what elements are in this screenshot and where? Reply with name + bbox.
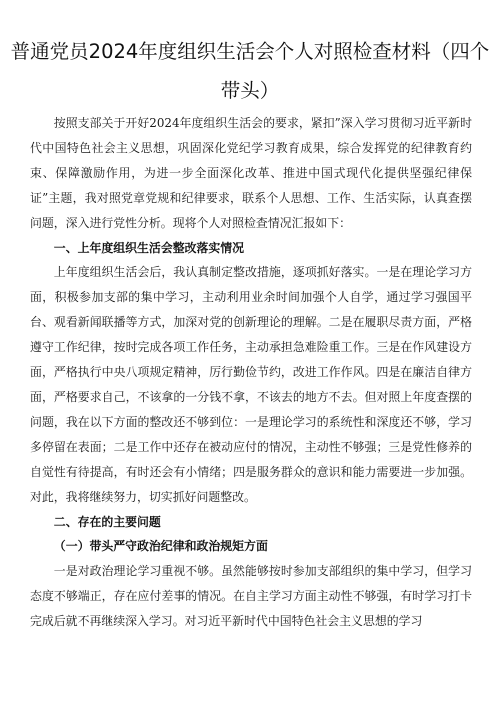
subsection-1-heading: （一）带头严守政治纪律和政治规矩方面 [53, 539, 268, 554]
document-title-line-1: 普通党员2024年度组织生活会个人对照检查材料（四个 [10, 40, 490, 63]
document-title-line-2: 带头） [220, 79, 280, 102]
intro-paragraph: 按照支部关于开好2024年度组织生活会的要求，紧扣”深入学习贯彻习近平新时代中国特色社会主义思想，巩固深化党纪学习教育成果，综合发挥党的纪律教育约束、保障激励作用，为进一步全面深化改革、推进中国式现代化提供坚强纪律保证”主题，我对照党章党规和纪律要求，联系个人思想、工作、生活实际，认真查摆问题，深入进行党性分析。现将个人对照检查情况汇报如下： [30, 116, 472, 230]
section-2-heading: 二、存在的主要问题 [53, 514, 161, 529]
subsection-1-paragraph: 一是对政治理论学习重视不够。虽然能够按时参加支部组织的集中学习，但学习态度不够端正，存在应付差事的情况。在自主学习方面主动性不够强，有时学习打卡完成后就不再继续深入学习。对习近平新时代中国特色社会主义思想的学习 [30, 564, 472, 629]
section-1-paragraph: 上年度组织生活会后，我认真制定整改措施，逐项抓好落实。一是在理论学习方面，积极参加支部的集中学习，主动利用业余时间加强个人自学，通过学习强国平台、观看新闻联播等方式，加深对党的创新理论的理解。二是在履职尽责方面，严格遵守工作纪律，按时完成各项工作任务，主动承担急难险重工作。三是在作风建设方面，严格执行中央八项规定精神，厉行勤俭节约，改进工作作风。四是在廉洁自律方面，严格要求自己，不该拿的一分钱不拿，不该去的地方不去。但对照上年度查摆的问题，我在以下方面的整改还不够到位：一是理论学习的系统性和深度还不够，学习多停留在表面；二是工作中还存在被动应付的情况，主动性不够强；三是党性修养的自觉性有待提高，有时还会有小情绪；四是服务群众的意识和能力需要进一步加强。对此，我将继续努力，切实抓好问题整改。 [30, 265, 472, 504]
document-body [30, 111, 472, 634]
section-1-heading: 一、上年度组织生活会整改落实情况 [53, 240, 245, 255]
